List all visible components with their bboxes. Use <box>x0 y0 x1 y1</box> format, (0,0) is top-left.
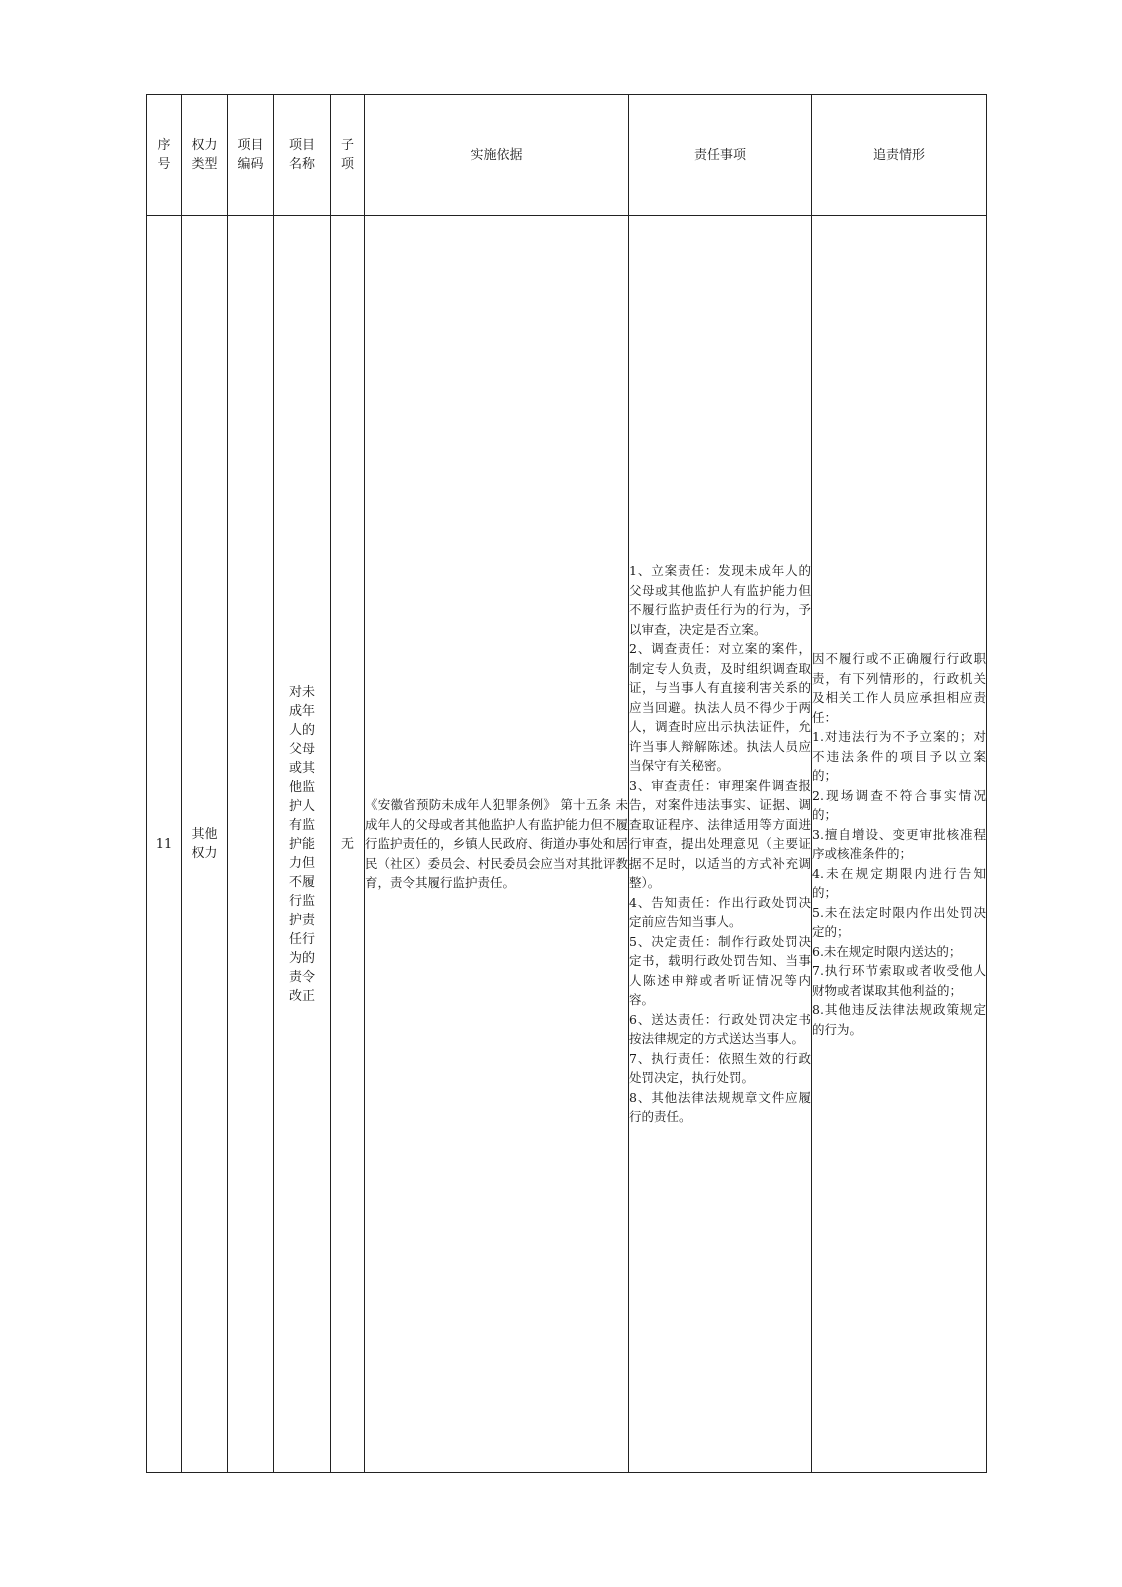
header-item-name <box>274 95 331 216</box>
accountability-item: 8.其他违反法律法规政策规定的行为。 <box>812 1002 986 1037</box>
responsibility-item: 7、执行责任：依照生效的行政处罚决定，执行处罚。 <box>629 1050 811 1086</box>
accountability-item: 2.现场调查不符合事实情况的； <box>812 787 986 822</box>
item-name-line: 护人 <box>288 798 315 814</box>
cell-seq: 11 <box>147 216 182 1473</box>
item-name-line: 有监 <box>288 817 315 833</box>
power-list-table <box>146 94 987 1473</box>
item-name-line: 人的 <box>288 722 315 738</box>
responsibility-item: 5、决定责任：制作行政处罚决定书，载明行政处罚告知、当事人陈述申辩或者听证情况等内容。 <box>629 933 811 1008</box>
cell-sub-item: 无 <box>331 216 365 1473</box>
header-power-type <box>182 95 228 216</box>
item-name-line: 为的 <box>288 950 315 966</box>
cell-implementation-basis: 《安徽省预防未成年人犯罪条例》 第十五条 未成年人的父母或者其他监护人有监护能力但不履行监护责任的，乡镇人民政府、街道办事处和居民（社区）委员会、村民委员会应当对其批评教育，责令其履行监护责任。 <box>365 216 629 1473</box>
responsibility-item: 2、调查责任：对立案的案件，制定专人负责，及时组织调查取证，与当事人有直接利害关系的应当回避。执法人员不得少于两人，调查时应出示执法证件，允许当事人辩解陈述。执法人员应当保守有关秘密。 <box>629 641 811 774</box>
item-name-line: 父母 <box>288 741 315 757</box>
header-type-line: 权力 <box>191 138 218 153</box>
header-type-line: 类型 <box>191 157 218 172</box>
item-name-line: 任行 <box>288 931 315 947</box>
item-name-line: 责令 <box>288 969 315 985</box>
item-name-line: 对未 <box>288 684 315 700</box>
cell-responsibilities <box>629 216 812 1473</box>
power-type-line: 其他 <box>191 827 218 842</box>
header-sub-item <box>331 95 365 216</box>
header-name-line: 项目 <box>288 138 315 153</box>
accountability-item: 7.执行环节索取或者收受他人财物或者谋取其他利益的； <box>812 963 986 998</box>
item-name-line: 成年 <box>288 703 315 719</box>
cell-accountability <box>812 216 987 1473</box>
header-code-line: 项目 <box>237 138 264 153</box>
power-type-line: 权力 <box>191 846 218 861</box>
item-name-line: 他监 <box>288 779 315 795</box>
header-sub-line: 项 <box>340 157 354 172</box>
item-name-line: 不履 <box>288 874 315 890</box>
item-name-line: 护能 <box>288 836 315 852</box>
header-item-code <box>228 95 274 216</box>
accountability-item: 1.对违法行为不予立案的；对不违法条件的项目予以立案的； <box>812 729 986 783</box>
responsibility-item: 6、送达责任：行政处罚决定书按法律规定的方式送达当事人。 <box>629 1011 811 1047</box>
header-name-line: 名称 <box>288 157 315 172</box>
cell-item-code <box>228 216 274 1473</box>
header-seq-line: 序 <box>157 138 171 153</box>
cell-item-name <box>274 216 331 1473</box>
item-name-line: 力但 <box>288 855 315 871</box>
header-implementation-basis: 实施依据 <box>365 95 629 216</box>
accountability-intro: 因不履行或不正确履行行政职责，有下列情形的，行政机关及相关工作人员应承担相应责任： <box>812 651 986 725</box>
accountability-item: 5.未在法定时限内作出处罚决定的； <box>812 904 986 939</box>
item-name-line: 护责 <box>288 912 315 928</box>
header-accountability: 追责情形 <box>812 95 987 216</box>
responsibility-item: 3、审查责任：审理案件调查报告，对案件违法事实、证据、调查取证程序、法律适用等方面进行审查，提出处理意见（主要证据不足时，以适当的方式补充调整）。 <box>629 777 811 891</box>
header-seq-line: 号 <box>157 157 171 172</box>
accountability-item: 3.擅自增设、变更审批核准程序或核准条件的； <box>812 826 986 861</box>
accountability-item: 4.未在规定期限内进行告知的； <box>812 865 986 900</box>
responsibility-item: 1、立案责任：发现未成年人的父母或其他监护人有监护能力但不履行监护责任行为的行为，予以审查，决定是否立案。 <box>629 563 811 637</box>
table-row <box>147 216 987 1473</box>
item-name-line: 或其 <box>288 760 315 776</box>
header-sub-line: 子 <box>340 138 354 153</box>
header-code-line: 编码 <box>237 157 264 172</box>
responsibility-item: 4、告知责任：作出行政处罚决定前应告知当事人。 <box>629 894 811 930</box>
header-seq <box>147 95 182 216</box>
item-name-line: 改正 <box>288 988 315 1004</box>
header-responsibilities: 责任事项 <box>629 95 812 216</box>
responsibility-item: 8、其他法律法规规章文件应履行的责任。 <box>629 1089 811 1125</box>
accountability-item: 6.未在规定时限内送达的； <box>812 943 962 959</box>
cell-power-type <box>182 216 228 1473</box>
header-row <box>147 95 987 216</box>
item-name-line: 行监 <box>288 893 315 909</box>
